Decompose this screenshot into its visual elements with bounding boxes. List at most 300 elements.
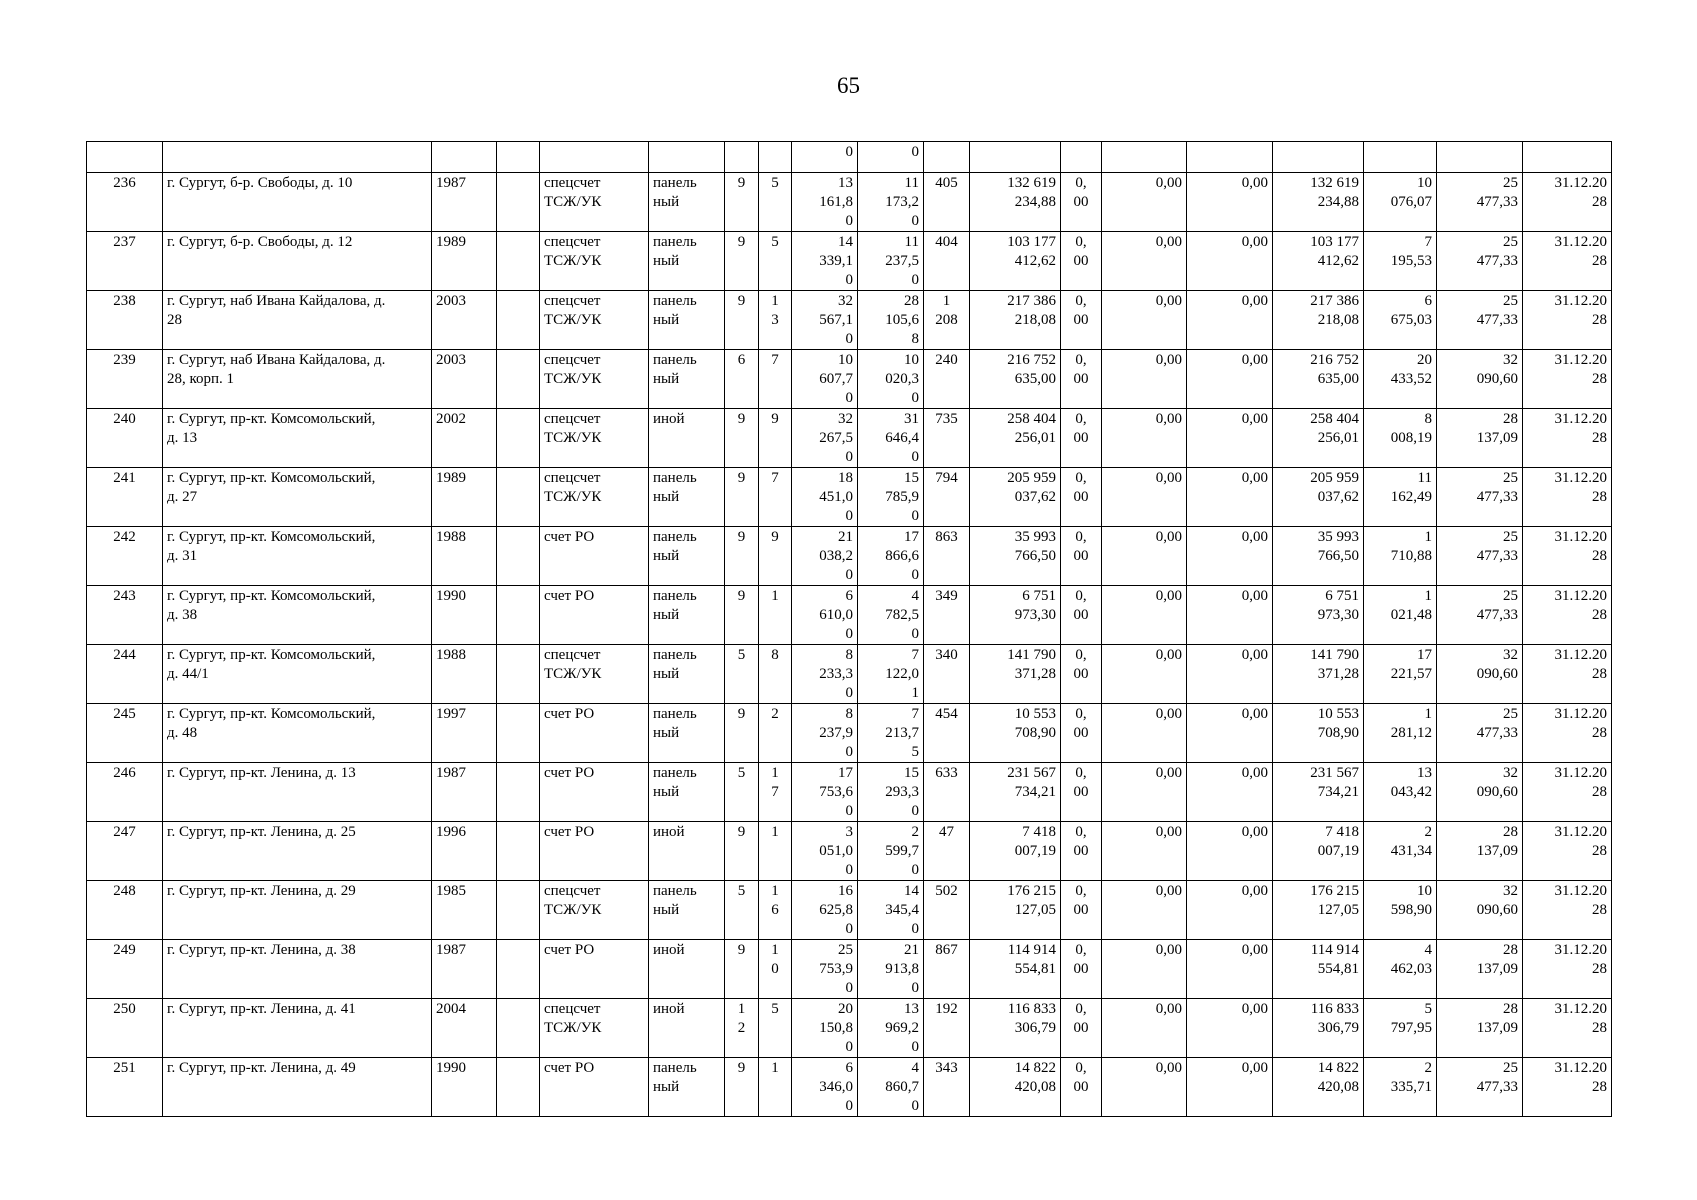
year-cell: 1988 — [432, 645, 497, 704]
row-number: 248 — [87, 881, 163, 940]
table-row — [87, 468, 1612, 527]
fund-region-cell: 0,00 — [1102, 468, 1187, 527]
fund-rf-cell: 0, 00 — [1061, 1058, 1102, 1117]
max-cost-cell: 25 477,33 — [1437, 468, 1523, 527]
max-cost-cell: 28 137,09 — [1437, 940, 1523, 999]
deadline-cell: 31.12.20 28 — [1523, 940, 1612, 999]
wall-material-cell: панель ный — [649, 173, 725, 232]
empty-cell — [497, 940, 540, 999]
area-total-cell: 10 607,7 0 — [792, 350, 858, 409]
wall-material-cell: панель ный — [649, 527, 725, 586]
row-number: 237 — [87, 232, 163, 291]
fund-method-cell: счет РО — [540, 1058, 649, 1117]
area-living-cell: 7 122,0 1 — [858, 645, 924, 704]
fund-method-cell: счет РО — [540, 763, 649, 822]
continuation-cell — [1187, 142, 1273, 173]
fund-region-cell: 0,00 — [1102, 704, 1187, 763]
year-cell: 2002 — [432, 409, 497, 468]
cost-total-cell: 114 914 554,81 — [970, 940, 1061, 999]
address-cell: г. Сургут, б-р. Свободы, д. 10 — [163, 173, 432, 232]
residents-cell: 240 — [924, 350, 970, 409]
floors-cell: 9 — [725, 291, 759, 350]
deadline-cell: 31.12.20 28 — [1523, 291, 1612, 350]
entrances-cell: 7 — [759, 468, 792, 527]
floors-cell: 9 — [725, 527, 759, 586]
specific-cost-cell: 17 221,57 — [1364, 645, 1437, 704]
table-row — [87, 232, 1612, 291]
specific-cost-cell: 20 433,52 — [1364, 350, 1437, 409]
max-cost-cell: 25 477,33 — [1437, 1058, 1523, 1117]
fund-owners-cell: 217 386 218,08 — [1273, 291, 1364, 350]
max-cost-cell: 32 090,60 — [1437, 350, 1523, 409]
fund-region-cell: 0,00 — [1102, 586, 1187, 645]
row-number: 236 — [87, 173, 163, 232]
address-cell: г. Сургут, пр-кт. Ленина, д. 41 — [163, 999, 432, 1058]
fund-method-cell: счет РО — [540, 940, 649, 999]
specific-cost-cell: 10 076,07 — [1364, 173, 1437, 232]
row-number: 241 — [87, 468, 163, 527]
entrances-cell: 5 — [759, 232, 792, 291]
max-cost-cell: 25 477,33 — [1437, 291, 1523, 350]
deadline-cell: 31.12.20 28 — [1523, 468, 1612, 527]
residents-cell: 47 — [924, 822, 970, 881]
specific-cost-cell: 6 675,03 — [1364, 291, 1437, 350]
fund-region-cell: 0,00 — [1102, 881, 1187, 940]
continuation-cell — [725, 142, 759, 173]
empty-cell — [497, 468, 540, 527]
empty-cell — [497, 881, 540, 940]
area-living-cell: 31 646,4 0 — [858, 409, 924, 468]
area-living-cell: 17 866,6 0 — [858, 527, 924, 586]
cost-total-cell: 231 567 734,21 — [970, 763, 1061, 822]
max-cost-cell: 25 477,33 — [1437, 704, 1523, 763]
fund-owners-cell: 132 619 234,88 — [1273, 173, 1364, 232]
continuation-cell — [1273, 142, 1364, 173]
residents-cell: 502 — [924, 881, 970, 940]
fund-region-cell: 0,00 — [1102, 232, 1187, 291]
fund-owners-cell: 14 822 420,08 — [1273, 1058, 1364, 1117]
area-living-cell: 7 213,7 5 — [858, 704, 924, 763]
address-cell: г. Сургут, пр-кт. Ленина, д. 38 — [163, 940, 432, 999]
address-cell: г. Сургут, пр-кт. Комсомольский, д. 31 — [163, 527, 432, 586]
floors-cell: 5 — [725, 881, 759, 940]
max-cost-cell: 25 477,33 — [1437, 232, 1523, 291]
empty-cell — [497, 704, 540, 763]
fund-method-cell: счет РО — [540, 527, 649, 586]
fund-rf-cell: 0, 00 — [1061, 940, 1102, 999]
entrances-cell: 2 — [759, 704, 792, 763]
residents-cell: 404 — [924, 232, 970, 291]
fund-rf-cell: 0, 00 — [1061, 527, 1102, 586]
table-row — [87, 409, 1612, 468]
empty-cell — [497, 291, 540, 350]
year-cell: 2003 — [432, 350, 497, 409]
year-cell: 1989 — [432, 232, 497, 291]
fund-local-cell: 0,00 — [1187, 173, 1273, 232]
specific-cost-cell: 2 335,71 — [1364, 1058, 1437, 1117]
table-row — [87, 173, 1612, 232]
fund-method-cell: спецсчет ТСЖ/УК — [540, 173, 649, 232]
address-cell: г. Сургут, б-р. Свободы, д. 12 — [163, 232, 432, 291]
cost-total-cell: 7 418 007,19 — [970, 822, 1061, 881]
empty-cell — [497, 173, 540, 232]
floors-cell: 9 — [725, 940, 759, 999]
fund-local-cell: 0,00 — [1187, 1058, 1273, 1117]
area-living-cell: 2 599,7 0 — [858, 822, 924, 881]
continuation-cell — [497, 142, 540, 173]
floors-cell: 9 — [725, 586, 759, 645]
wall-material-cell: панель ный — [649, 232, 725, 291]
deadline-cell: 31.12.20 28 — [1523, 763, 1612, 822]
specific-cost-cell: 5 797,95 — [1364, 999, 1437, 1058]
cost-total-cell: 205 959 037,62 — [970, 468, 1061, 527]
address-cell: г. Сургут, пр-кт. Комсомольский, д. 27 — [163, 468, 432, 527]
fund-local-cell: 0,00 — [1187, 232, 1273, 291]
floors-cell: 5 — [725, 763, 759, 822]
wall-material-cell: панель ный — [649, 468, 725, 527]
fund-owners-cell: 35 993 766,50 — [1273, 527, 1364, 586]
entrances-cell: 1 — [759, 1058, 792, 1117]
continuation-cell — [87, 142, 163, 173]
row-number: 251 — [87, 1058, 163, 1117]
fund-method-cell: спецсчет ТСЖ/УК — [540, 232, 649, 291]
area-total-cell: 8 237,9 0 — [792, 704, 858, 763]
entrances-cell: 1 3 — [759, 291, 792, 350]
residents-cell: 343 — [924, 1058, 970, 1117]
area-living-cell: 4 860,7 0 — [858, 1058, 924, 1117]
table-row — [87, 704, 1612, 763]
area-total-cell: 14 339,1 0 — [792, 232, 858, 291]
area-living-cell: 11 237,5 0 — [858, 232, 924, 291]
fund-rf-cell: 0, 00 — [1061, 350, 1102, 409]
specific-cost-cell: 1 021,48 — [1364, 586, 1437, 645]
fund-method-cell: спецсчет ТСЖ/УК — [540, 409, 649, 468]
fund-local-cell: 0,00 — [1187, 645, 1273, 704]
fund-method-cell: спецсчет ТСЖ/УК — [540, 999, 649, 1058]
year-cell: 1985 — [432, 881, 497, 940]
year-cell: 1990 — [432, 586, 497, 645]
continuation-cell — [759, 142, 792, 173]
empty-cell — [497, 822, 540, 881]
cost-total-cell: 176 215 127,05 — [970, 881, 1061, 940]
entrances-cell: 9 — [759, 409, 792, 468]
year-cell: 1988 — [432, 527, 497, 586]
fund-owners-cell: 7 418 007,19 — [1273, 822, 1364, 881]
fund-owners-cell: 205 959 037,62 — [1273, 468, 1364, 527]
cost-total-cell: 217 386 218,08 — [970, 291, 1061, 350]
deadline-cell: 31.12.20 28 — [1523, 409, 1612, 468]
table-row — [87, 1058, 1612, 1117]
housing-registry-table — [86, 141, 1612, 1117]
fund-rf-cell: 0, 00 — [1061, 173, 1102, 232]
entrances-cell: 1 6 — [759, 881, 792, 940]
fund-region-cell: 0,00 — [1102, 999, 1187, 1058]
continuation-cell: 0 — [792, 142, 858, 173]
entrances-cell: 9 — [759, 527, 792, 586]
max-cost-cell: 32 090,60 — [1437, 645, 1523, 704]
area-total-cell: 6 610,0 0 — [792, 586, 858, 645]
fund-region-cell: 0,00 — [1102, 763, 1187, 822]
cost-total-cell: 14 822 420,08 — [970, 1058, 1061, 1117]
continuation-cell — [432, 142, 497, 173]
area-living-cell: 28 105,6 8 — [858, 291, 924, 350]
specific-cost-cell: 1 281,12 — [1364, 704, 1437, 763]
residents-cell: 735 — [924, 409, 970, 468]
fund-region-cell: 0,00 — [1102, 645, 1187, 704]
wall-material-cell: панель ный — [649, 291, 725, 350]
fund-region-cell: 0,00 — [1102, 527, 1187, 586]
cost-total-cell: 216 752 635,00 — [970, 350, 1061, 409]
table-row — [87, 763, 1612, 822]
residents-cell: 349 — [924, 586, 970, 645]
fund-region-cell: 0,00 — [1102, 291, 1187, 350]
continuation-cell: 0 — [858, 142, 924, 173]
fund-owners-cell: 231 567 734,21 — [1273, 763, 1364, 822]
area-living-cell: 13 969,2 0 — [858, 999, 924, 1058]
fund-local-cell: 0,00 — [1187, 468, 1273, 527]
address-cell: г. Сургут, пр-кт. Ленина, д. 13 — [163, 763, 432, 822]
address-cell: г. Сургут, пр-кт. Комсомольский, д. 38 — [163, 586, 432, 645]
fund-region-cell: 0,00 — [1102, 173, 1187, 232]
cost-total-cell: 132 619 234,88 — [970, 173, 1061, 232]
continuation-cell — [649, 142, 725, 173]
max-cost-cell: 28 137,09 — [1437, 822, 1523, 881]
wall-material-cell: панель ный — [649, 704, 725, 763]
fund-region-cell: 0,00 — [1102, 409, 1187, 468]
wall-material-cell: панель ный — [649, 763, 725, 822]
deadline-cell: 31.12.20 28 — [1523, 527, 1612, 586]
fund-rf-cell: 0, 00 — [1061, 763, 1102, 822]
year-cell: 1996 — [432, 822, 497, 881]
empty-cell — [497, 409, 540, 468]
fund-owners-cell: 10 553 708,90 — [1273, 704, 1364, 763]
specific-cost-cell: 13 043,42 — [1364, 763, 1437, 822]
fund-rf-cell: 0, 00 — [1061, 645, 1102, 704]
empty-cell — [497, 350, 540, 409]
deadline-cell: 31.12.20 28 — [1523, 704, 1612, 763]
entrances-cell: 5 — [759, 173, 792, 232]
max-cost-cell: 25 477,33 — [1437, 527, 1523, 586]
continuation-cell — [1523, 142, 1612, 173]
floors-cell: 9 — [725, 704, 759, 763]
fund-rf-cell: 0, 00 — [1061, 468, 1102, 527]
address-cell: г. Сургут, пр-кт. Ленина, д. 29 — [163, 881, 432, 940]
deadline-cell: 31.12.20 28 — [1523, 881, 1612, 940]
row-number: 245 — [87, 704, 163, 763]
table-row — [87, 940, 1612, 999]
cost-total-cell: 141 790 371,28 — [970, 645, 1061, 704]
specific-cost-cell: 1 710,88 — [1364, 527, 1437, 586]
wall-material-cell: панель ный — [649, 645, 725, 704]
fund-rf-cell: 0, 00 — [1061, 586, 1102, 645]
continuation-cell — [1102, 142, 1187, 173]
address-cell: г. Сургут, пр-кт. Комсомольский, д. 44/1 — [163, 645, 432, 704]
fund-method-cell: спецсчет ТСЖ/УК — [540, 468, 649, 527]
table-row — [87, 350, 1612, 409]
fund-local-cell: 0,00 — [1187, 527, 1273, 586]
fund-local-cell: 0,00 — [1187, 999, 1273, 1058]
specific-cost-cell: 7 195,53 — [1364, 232, 1437, 291]
row-number: 239 — [87, 350, 163, 409]
max-cost-cell: 28 137,09 — [1437, 999, 1523, 1058]
fund-rf-cell: 0, 00 — [1061, 999, 1102, 1058]
fund-local-cell: 0,00 — [1187, 704, 1273, 763]
fund-local-cell: 0,00 — [1187, 291, 1273, 350]
fund-rf-cell: 0, 00 — [1061, 409, 1102, 468]
empty-cell — [497, 232, 540, 291]
deadline-cell: 31.12.20 28 — [1523, 232, 1612, 291]
area-total-cell: 3 051,0 0 — [792, 822, 858, 881]
year-cell: 2003 — [432, 291, 497, 350]
area-living-cell: 4 782,5 0 — [858, 586, 924, 645]
table-row — [87, 881, 1612, 940]
table-row — [87, 527, 1612, 586]
row-number: 250 — [87, 999, 163, 1058]
empty-cell — [497, 527, 540, 586]
continuation-cell — [970, 142, 1061, 173]
wall-material-cell: панель ный — [649, 881, 725, 940]
fund-owners-cell: 216 752 635,00 — [1273, 350, 1364, 409]
year-cell: 2004 — [432, 999, 497, 1058]
fund-method-cell: спецсчет ТСЖ/УК — [540, 291, 649, 350]
residents-cell: 867 — [924, 940, 970, 999]
address-cell: г. Сургут, наб Ивана Кайдалова, д. 28, корп. 1 — [163, 350, 432, 409]
cost-total-cell: 116 833 306,79 — [970, 999, 1061, 1058]
row-number: 238 — [87, 291, 163, 350]
continuation-cell — [1061, 142, 1102, 173]
area-total-cell: 18 451,0 0 — [792, 468, 858, 527]
specific-cost-cell: 2 431,34 — [1364, 822, 1437, 881]
empty-cell — [497, 645, 540, 704]
wall-material-cell: панель ный — [649, 1058, 725, 1117]
fund-region-cell: 0,00 — [1102, 822, 1187, 881]
fund-rf-cell: 0, 00 — [1061, 881, 1102, 940]
residents-cell: 1 208 — [924, 291, 970, 350]
continuation-cell — [1364, 142, 1437, 173]
continuation-cell — [163, 142, 432, 173]
residents-cell: 863 — [924, 527, 970, 586]
address-cell: г. Сургут, пр-кт. Комсомольский, д. 13 — [163, 409, 432, 468]
table-row — [87, 586, 1612, 645]
fund-local-cell: 0,00 — [1187, 881, 1273, 940]
fund-local-cell: 0,00 — [1187, 409, 1273, 468]
fund-local-cell: 0,00 — [1187, 350, 1273, 409]
fund-region-cell: 0,00 — [1102, 940, 1187, 999]
year-cell: 1997 — [432, 704, 497, 763]
max-cost-cell: 25 477,33 — [1437, 173, 1523, 232]
table-row — [87, 291, 1612, 350]
empty-cell — [497, 1058, 540, 1117]
fund-owners-cell: 141 790 371,28 — [1273, 645, 1364, 704]
max-cost-cell: 28 137,09 — [1437, 409, 1523, 468]
residents-cell: 405 — [924, 173, 970, 232]
deadline-cell: 31.12.20 28 — [1523, 999, 1612, 1058]
deadline-cell: 31.12.20 28 — [1523, 586, 1612, 645]
wall-material-cell: иной — [649, 409, 725, 468]
residents-cell: 340 — [924, 645, 970, 704]
entrances-cell: 5 — [759, 999, 792, 1058]
entrances-cell: 8 — [759, 645, 792, 704]
row-number: 249 — [87, 940, 163, 999]
specific-cost-cell: 8 008,19 — [1364, 409, 1437, 468]
area-total-cell: 21 038,2 0 — [792, 527, 858, 586]
year-cell: 1987 — [432, 940, 497, 999]
row-number: 242 — [87, 527, 163, 586]
wall-material-cell: панель ный — [649, 586, 725, 645]
fund-method-cell: спецсчет ТСЖ/УК — [540, 645, 649, 704]
fund-owners-cell: 114 914 554,81 — [1273, 940, 1364, 999]
table-row — [87, 822, 1612, 881]
entrances-cell: 1 — [759, 822, 792, 881]
address-cell: г. Сургут, наб Ивана Кайдалова, д. 28 — [163, 291, 432, 350]
fund-owners-cell: 6 751 973,30 — [1273, 586, 1364, 645]
deadline-cell: 31.12.20 28 — [1523, 173, 1612, 232]
fund-local-cell: 0,00 — [1187, 586, 1273, 645]
floors-cell: 9 — [725, 409, 759, 468]
max-cost-cell: 32 090,60 — [1437, 881, 1523, 940]
deadline-cell: 31.12.20 28 — [1523, 1058, 1612, 1117]
page-number: 65 — [837, 73, 860, 98]
cost-total-cell: 103 177 412,62 — [970, 232, 1061, 291]
fund-rf-cell: 0, 00 — [1061, 704, 1102, 763]
address-cell: г. Сургут, пр-кт. Комсомольский, д. 48 — [163, 704, 432, 763]
fund-owners-cell: 258 404 256,01 — [1273, 409, 1364, 468]
cost-total-cell: 6 751 973,30 — [970, 586, 1061, 645]
table-row — [87, 645, 1612, 704]
area-total-cell: 20 150,8 0 — [792, 999, 858, 1058]
entrances-cell: 1 7 — [759, 763, 792, 822]
deadline-cell: 31.12.20 28 — [1523, 350, 1612, 409]
area-total-cell: 17 753,6 0 — [792, 763, 858, 822]
fund-method-cell: счет РО — [540, 704, 649, 763]
fund-local-cell: 0,00 — [1187, 940, 1273, 999]
specific-cost-cell: 4 462,03 — [1364, 940, 1437, 999]
floors-cell: 6 — [725, 350, 759, 409]
entrances-cell: 1 0 — [759, 940, 792, 999]
fund-rf-cell: 0, 00 — [1061, 291, 1102, 350]
table-row — [87, 999, 1612, 1058]
fund-rf-cell: 0, 00 — [1061, 822, 1102, 881]
fund-method-cell: спецсчет ТСЖ/УК — [540, 350, 649, 409]
cost-total-cell: 258 404 256,01 — [970, 409, 1061, 468]
area-living-cell: 11 173,2 0 — [858, 173, 924, 232]
fund-region-cell: 0,00 — [1102, 350, 1187, 409]
continuation-cell — [924, 142, 970, 173]
address-cell: г. Сургут, пр-кт. Ленина, д. 25 — [163, 822, 432, 881]
floors-cell: 9 — [725, 232, 759, 291]
cost-total-cell: 10 553 708,90 — [970, 704, 1061, 763]
continuation-cell — [1437, 142, 1523, 173]
fund-local-cell: 0,00 — [1187, 763, 1273, 822]
row-number: 247 — [87, 822, 163, 881]
continuation-row — [87, 142, 1612, 173]
area-living-cell: 14 345,4 0 — [858, 881, 924, 940]
wall-material-cell: иной — [649, 822, 725, 881]
entrances-cell: 1 — [759, 586, 792, 645]
residents-cell: 192 — [924, 999, 970, 1058]
area-living-cell: 15 785,9 0 — [858, 468, 924, 527]
max-cost-cell: 25 477,33 — [1437, 586, 1523, 645]
row-number: 243 — [87, 586, 163, 645]
fund-owners-cell: 116 833 306,79 — [1273, 999, 1364, 1058]
area-living-cell: 15 293,3 0 — [858, 763, 924, 822]
residents-cell: 454 — [924, 704, 970, 763]
row-number: 244 — [87, 645, 163, 704]
deadline-cell: 31.12.20 28 — [1523, 822, 1612, 881]
wall-material-cell: иной — [649, 940, 725, 999]
row-number: 246 — [87, 763, 163, 822]
residents-cell: 794 — [924, 468, 970, 527]
